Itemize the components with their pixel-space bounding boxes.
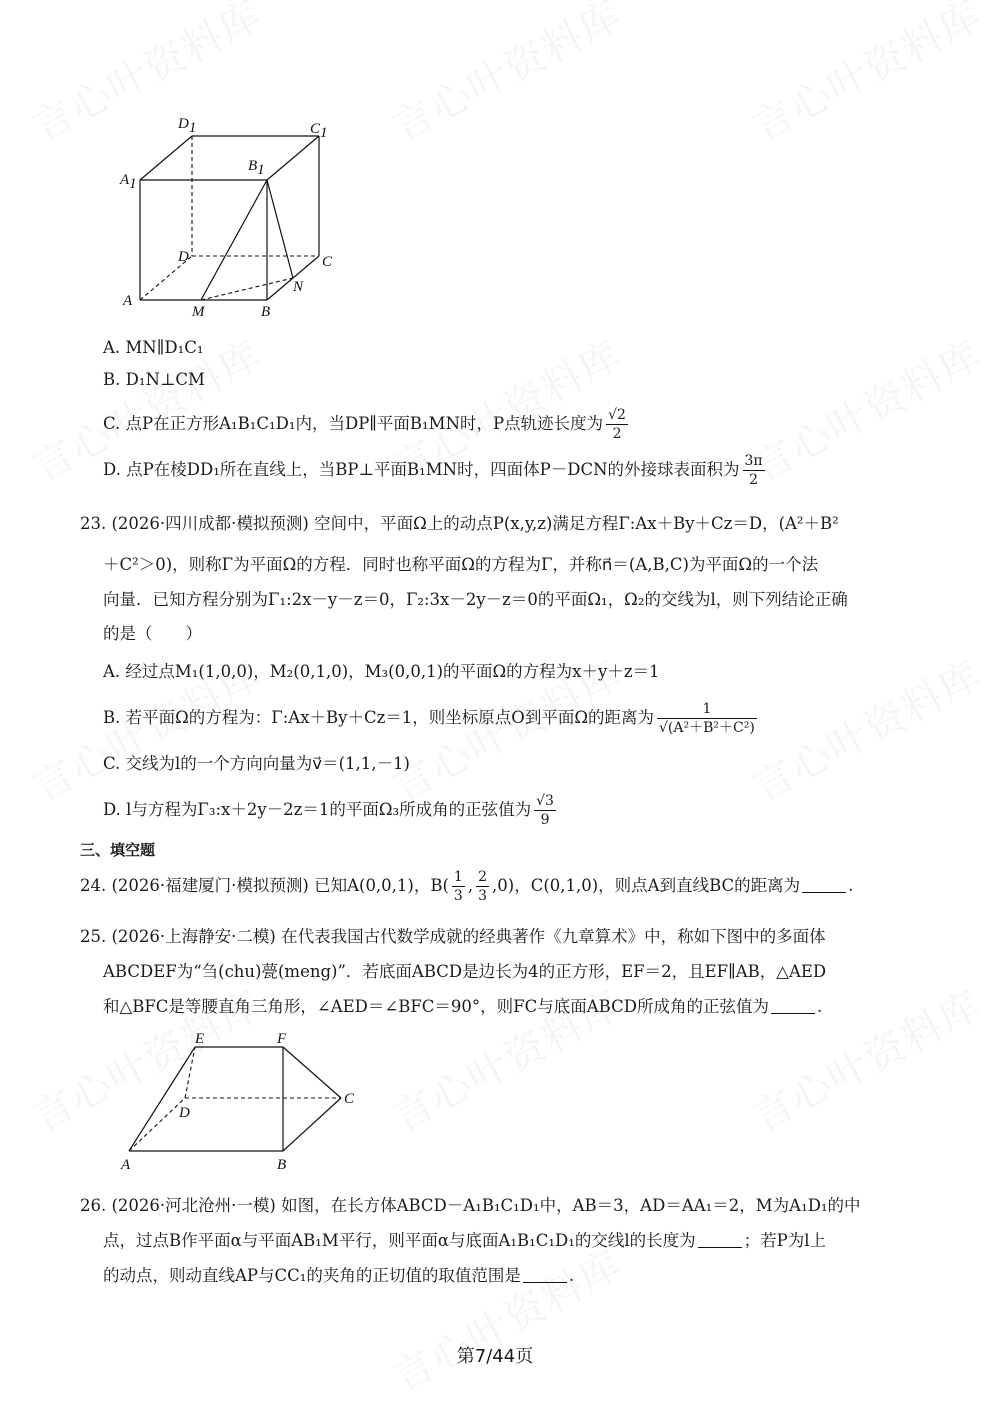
answer-blank[interactable]: [771, 997, 815, 1014]
q26-stem-line3: 的动点，则动直线AP与CC₁的夹角的正切值的取值范围是 .: [103, 1266, 575, 1285]
label-c: C: [344, 1091, 355, 1107]
label-c: C: [322, 254, 333, 270]
q25-stem-line3: 和△BFC是等腰直角三角形，∠AED＝∠BFC＝90°，则FC与底面ABCD所成角的正弦值为 .: [103, 997, 823, 1016]
chumeng-figure: [115, 1025, 365, 1175]
page-number: 第7/44页: [456, 1346, 534, 1367]
q23-option-c: C. 交线为l的一个方向向量为v⃗＝(1,1,－1): [103, 754, 410, 773]
label-d1: D1: [178, 116, 197, 136]
label-m: M: [192, 304, 205, 320]
q22-option-c: C. 点P在正方形A₁B₁C₁D₁内，当DP∥平面B₁MN时，P点轨迹长度为 $\frac{√2}{2}$: [103, 407, 626, 442]
cube-figure: [110, 110, 350, 325]
q23-stem-line4: 的是（ ）: [103, 624, 202, 643]
label-e: E: [195, 1031, 205, 1047]
q23-stem-line1: 23. (2026·四川成都·模拟预测) 空间中，平面Ω上的动点P(x,y,z)满足方程Γ:Ax＋By＋Cz＝D，(A²＋B²: [80, 514, 839, 533]
q23-option-b: B. 若平面Ω的方程为：Γ:Ax＋By＋Cz＝1，则坐标原点O到平面Ω的距离为 $\frac{1}{\text{√(A²＋B²＋C²)}}$: [103, 701, 755, 736]
q23-option-d: D. l与方程为Γ₃:x＋2y－2z＝1的平面Ω₃所成角的正弦值为 $\frac{√3}{9}$: [103, 793, 554, 828]
label-a: A: [121, 1157, 131, 1173]
q23-stem-line3: 向量．已知方程分别为Γ₁:2x－y－z＝0，Γ₂:3x－2y－z＝0的平面Ω₁，Ω₂的交线为l，则下列结论正确: [103, 590, 848, 609]
q22-option-b: B. D₁N⊥CM: [103, 370, 205, 389]
label-b1: B1: [248, 158, 265, 178]
watermark: [381, 1234, 630, 1403]
label-b: B: [277, 1157, 287, 1173]
watermark: [381, 0, 630, 153]
label-c1: C1: [310, 121, 328, 141]
q23-option-a: A. 经过点M₁(1,0,0)，M₂(0,1,0)，M₃(0,0,1)的平面Ω的方程为x＋y＋z＝1: [103, 662, 660, 681]
q25-stem-line1: 25. (2026·上海静安·二模) 在代表我国古代数学成就的经典著作《九章算术》中，称如下图中的多面体: [80, 927, 826, 946]
answer-blank[interactable]: [523, 1266, 567, 1283]
q23-stem-line2: ＋C²＞0)，则称Γ为平面Ω的方程．同时也称平面Ω的方程为Γ，并称n⃗＝(A,B,C)为平面Ω的一个法: [103, 555, 819, 574]
label-a1: A1: [120, 172, 137, 192]
q25-stem-line2: ABCDEF为“刍(chu)甍(meng)”．若底面ABCD是边长为4的正方形，EF＝2，且EF∥AB，△AED: [103, 962, 827, 981]
q24-stem: 24. (2026·福建厦门·模拟预测) 已知A(0,0,1)，B( $\frac{1}{3}$ , $\frac{2}{3}$ ,0)，C(0,1,0)，则点A到直线BC的距离为 .: [80, 869, 854, 904]
section-heading: 三、填空题: [80, 841, 156, 859]
label-d: D: [179, 1105, 190, 1121]
label-f: F: [277, 1031, 287, 1047]
label-b: B: [261, 304, 271, 320]
q22-option-d: D. 点P在棱DD₁所在直线上，当BP⊥平面B₁MN时，四面体P－DCN的外接球表面积为 $\frac{3\pi}{2}$: [103, 453, 763, 488]
label-d: D: [178, 249, 189, 265]
label-n: N: [293, 279, 304, 295]
watermark: [741, 0, 990, 153]
q22-option-a: A. MN∥D₁C₁: [103, 338, 204, 357]
label-a: A: [123, 293, 133, 309]
q26-stem-line2: 点，过点B作平面α与平面AB₁M平行，则平面α与底面A₁B₁C₁D₁的交线l的长度为 ；若P为l上: [103, 1231, 826, 1250]
q26-stem-line1: 26. (2026·河北沧州·一模) 如图，在长方体ABCD－A₁B₁C₁D₁中，AB＝3，AD＝AA₁＝2，M为A₁D₁的中: [80, 1196, 861, 1215]
answer-blank[interactable]: [698, 1231, 742, 1248]
answer-blank[interactable]: [802, 876, 846, 893]
